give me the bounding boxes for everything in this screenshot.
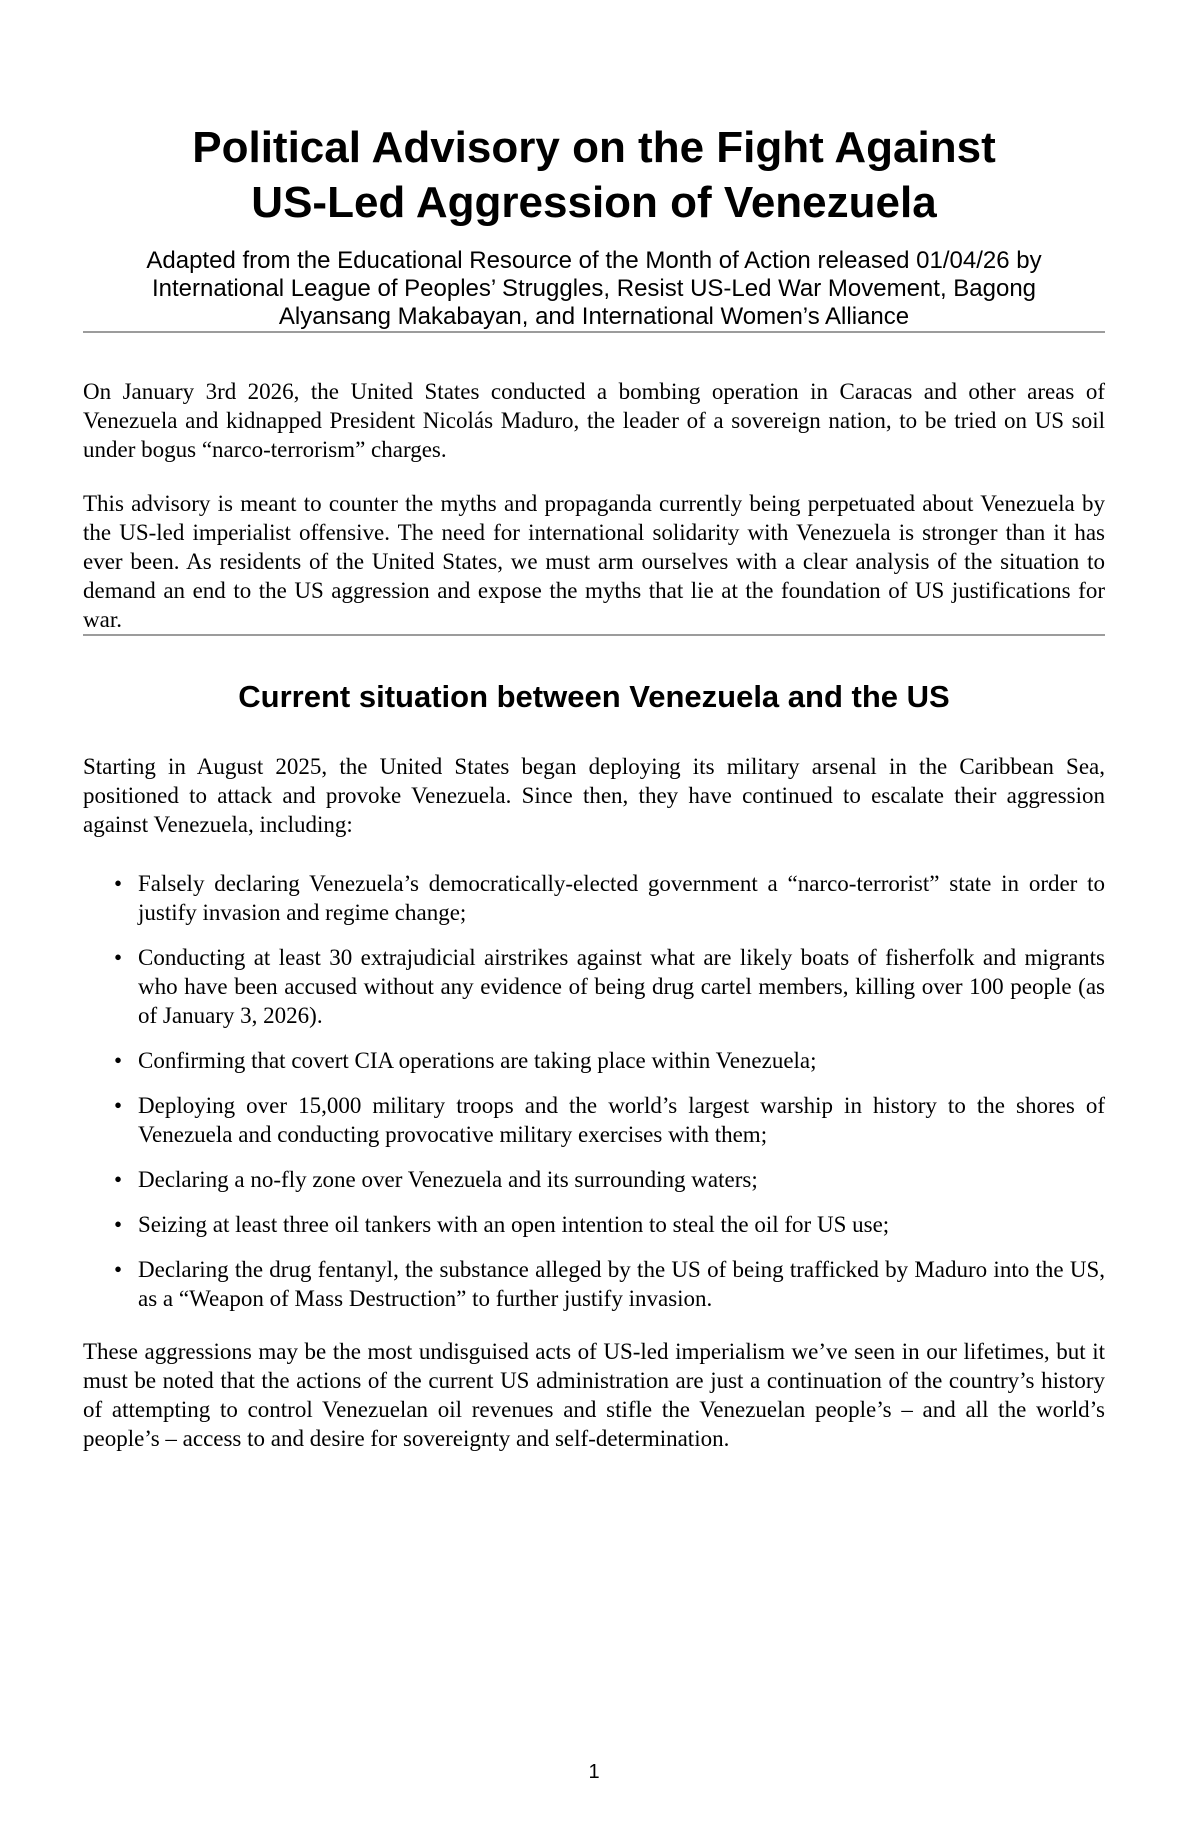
page-title-line-1: Political Advisory on the Fight Against [192, 123, 996, 172]
bullet-icon: • [114, 871, 123, 896]
subtitle-line-2: International League of Peoples’ Struggles, Resist US-Led War Movement, Bagong [151, 275, 1037, 302]
bullet-text: Conducting at least 30 extrajudicial airstrikes against what are likely boats of fisherfolk and migrants who have been accused without any evidence of being drug cartel members, killing over 100 people (as of January 3, 2026). [138, 945, 1105, 1028]
bullet-item [83, 1046, 1105, 1075]
bullet-item [83, 1210, 1105, 1239]
intro-paragraph-1: On January 3rd 2026, the United States conducted a bombing operation in Caracas and other areas of Venezuela and kidnapped President Nicolás Maduro, the leader of a sovereign nation, to be tried on US soil under bogus “narco-terrorism” charges. [83, 379, 1105, 462]
bullet-text: Declaring a no-fly zone over Venezuela and its surrounding waters; [138, 1167, 758, 1192]
bullet-icon: • [114, 1257, 123, 1282]
closing-paragraph: These aggressions may be the most undisguised acts of US-led imperialism we’ve seen in our lifetimes, but it must be noted that the actions of the current US administration are just a continuation of the country’s history of attempting to control Venezuelan oil revenues and stifle the Venezuelan people’s – and all the world’s people’s – access to and desire for sovereignty and self-determination. [83, 1339, 1105, 1451]
bullet-item [83, 869, 1105, 927]
bullet-icon: • [114, 1212, 123, 1237]
document-subtitle [83, 247, 1105, 331]
aggressions-bullet-list [83, 869, 1105, 1313]
bullet-text: Falsely declaring Venezuela’s democratically-elected government a “narco-terrorist” state in order to justify invasion and regime change; [138, 871, 1105, 925]
section-heading: Current situation between Venezuela and the US [238, 679, 950, 714]
bullet-item [83, 1255, 1105, 1313]
bullet-icon: • [114, 1167, 123, 1192]
bullet-item [83, 1165, 1105, 1194]
subtitle-line-1: Adapted from the Educational Resource of the Month of Action released 01/04/26 by [146, 247, 1042, 274]
bullet-icon: • [114, 1048, 123, 1073]
intro-paragraph-2: This advisory is meant to counter the myths and propaganda currently being perpetuated about Venezuela by the US-led imperialist offensive. The need for international solidarity with Venezuela is stronger than it has ever been. As residents of the United States, we must arm ourselves with a clear analysis of the situation to demand an end to the US aggression and expose the myths that lie at the foundation of US justifications for war. [83, 491, 1105, 632]
divider-top [83, 331, 1105, 333]
page-number: 1 [588, 1761, 600, 1783]
bullet-text: Seizing at least three oil tankers with an open intention to steal the oil for US use; [138, 1212, 890, 1237]
bullet-text: Declaring the drug fentanyl, the substance alleged by the US of being trafficked by Maduro into the US, as a “Weapon of Mass Destruction” to further justify invasion. [138, 1257, 1105, 1311]
divider-section [83, 634, 1105, 636]
bullet-item [83, 1091, 1105, 1149]
bullet-icon: • [114, 945, 123, 970]
subtitle-line-3: Alyansang Makabayan, and International Women’s Alliance [278, 303, 910, 330]
page-title-line-2: US-Led Aggression of Venezuela [251, 178, 937, 227]
bullet-text: Confirming that covert CIA operations are taking place within Venezuela; [138, 1048, 817, 1073]
bullet-text: Deploying over 15,000 military troops and the world’s largest warship in history to the shores of Venezuela and conducting provocative military exercises with them; [138, 1093, 1105, 1147]
section-lead-paragraph: Starting in August 2025, the United States began deploying its military arsenal in the Caribbean Sea, positioned to attack and provoke Venezuela. Since then, they have continued to escalate their aggression against Venezuela, including: [83, 754, 1105, 837]
bullet-icon: • [114, 1093, 123, 1118]
bullet-item [83, 943, 1105, 1030]
page-title [83, 120, 1105, 230]
